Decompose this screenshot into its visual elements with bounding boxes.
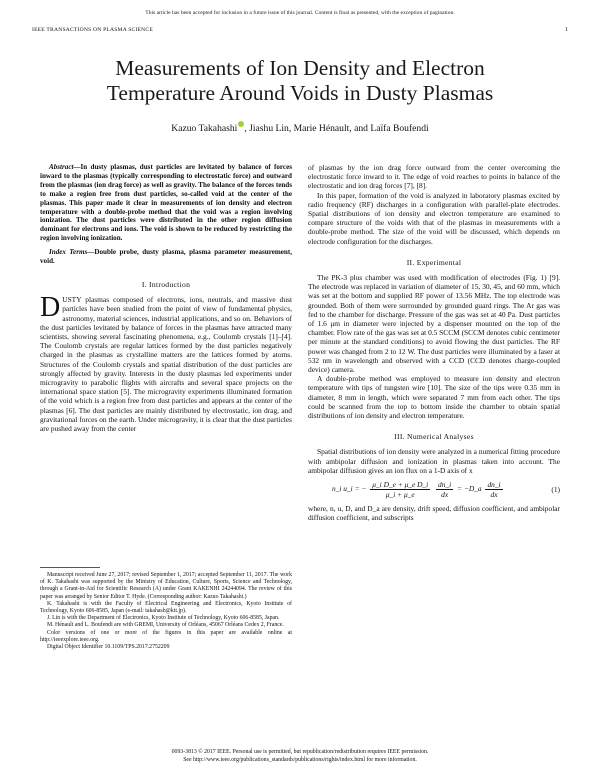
equation-fraction-3 bbox=[485, 480, 502, 499]
equation-lhs: n_i u_i = − bbox=[332, 484, 367, 494]
footnote-henault-boufendi: M. Hénault and L. Boufendi are with GREMI, University of Orléans, 45067 Orléans Cedex 2, France. bbox=[47, 622, 284, 629]
title-line-2: Temperature Around Voids in Dusty Plasmas bbox=[106, 81, 494, 105]
copyright-line-1: 0093-3813 © 2017 IEEE. Personal use is permitted, but republication/redistribution requires IEEE permission. bbox=[171, 749, 429, 755]
equation-fraction-2 bbox=[436, 480, 453, 499]
fraction-1-numerator: μ_i D_e + μ_e D_i bbox=[372, 480, 429, 490]
footnote-doi: Digital Object Identifier 10.1109/TPS.2017.2752209 bbox=[47, 644, 170, 651]
footnote-takahashi: K. Takahashi is with the Faculty of Electrical Engineering and Electronics, Kyoto Institute of Technology, Kyoto 606-8585, Japan (e-mail: takahash@kit.jp). bbox=[40, 600, 292, 615]
numerical-paragraph-2: where, n, u, D, and D_a are density, drift speed, diffusion coefficient, and ambipolar diffusion coefficient, and subscripts bbox=[308, 504, 560, 523]
footnote-manuscript: Manuscript received June 27, 2017; revised September 1, 2017; accepted September 11, 2017. The work of K. Takahashi was supported by the Ministry of Education, Culture, Sports, Science and Technology, through a Grant-in-Aid for Scientific Research (A) under Grant KAKENHI 24244094. The review of this paper was arranged by Senior Editor T. Hyde. (Corresponding author: Kazuo Takahashi.) bbox=[40, 572, 292, 600]
section-heading-introduction: I. Introduction bbox=[141, 279, 191, 289]
section-heading-experimental: II. Experimental bbox=[406, 257, 462, 267]
footnotes bbox=[40, 572, 292, 651]
copyright-notice bbox=[0, 748, 600, 764]
paper-title bbox=[40, 56, 560, 106]
footnote-color-versions: Color versions of one or more of the figures in this paper are available online at http://ieeexplore.ieee.org. bbox=[40, 629, 292, 643]
left-column bbox=[40, 163, 292, 433]
numerical-paragraph-1: Spatial distributions of ion density were analyzed in a numerical fitting procedure with ambipolar diffusion and ionization in plasmas taken into account. The ambipolar diffusion gives an ion flux on a 1-D axis of x bbox=[308, 447, 560, 475]
equation-number: (1) bbox=[551, 484, 560, 494]
equation-middle: = −D_a bbox=[457, 484, 482, 494]
index-terms-label: Index Terms— bbox=[49, 248, 95, 257]
experimental-paragraph-1: The PK-3 plus chamber was used with modification of electrodes (Fig. 1) [9]. The electrode was replaced in variation of diameter of 15, 30, 45, and 60 mm, which was set at the bottom and supplied RF power of 13.56 MHz. The top electrode was grounded. Both of them were surrounded by grounded guard rings. The Ar gas was fed to the chamber for discharge. Pressure of the gas was set at 40 Pa. Dust particles of 1.6 μm in diameter were injected by a dispenser mounted on the top of the chamber. Flow rate of the gas was set at 0.5 SCCM (SCCM denotes cubic centimeter per minute at the standard conditions) to avoid flowing the dust particles. The RF power was changed from 2 to 12 W. The dust particles were illuminated by a laser at 532 nm in wavelength and observed with a CCD (CCD denotes charge-coupled device) camera. bbox=[308, 273, 560, 375]
footnote-rule bbox=[40, 567, 292, 568]
section-heading-numerical-analyses: III. Numerical Analyses bbox=[394, 432, 474, 442]
author-takahashi: Kazuo Takahashi bbox=[171, 123, 238, 134]
right-paragraph-1: of plasmas by the ion drag force outward from the center overcoming the electrostatic force inward to it. The edge of void reaches to points in balance of the electrostatic and ion drag forces [7], [8]. bbox=[308, 163, 560, 191]
fraction-2-denominator: dx bbox=[441, 490, 449, 500]
experimental-paragraph-2: A double-probe method was employed to measure ion density and electron temperature with tips of tungsten wire [10]. The size of the tips were 0.35 mm in diameter, 8 mm in length, which were separated 7 mm from each other. The tips could be scanned from the top to bottom inside the chamber to obtain spatial distributions of ion density and electron temperature. bbox=[308, 374, 560, 421]
author-list bbox=[40, 121, 560, 134]
fraction-2-numerator: dn_i bbox=[438, 480, 452, 490]
right-column bbox=[308, 163, 560, 523]
right-paragraph-2: In this paper, formation of the void is analyzed in laboratory plasmas excited by radio frequency (RF) discharges in a configuration with parallel-plate electrodes. Spatial distributions of ion density and electron temperature are examined to compare structure of the voids with that of the plasmas in measurements with a double-probe method. The size of the void will be discussed, which depends on electrode configuration for the discharges. bbox=[308, 190, 560, 246]
abstract bbox=[40, 163, 292, 243]
intro-text: USTY plasmas composed of electrons, ions, neutrals, and massive dust particles have been studied from the point of view of fundamental physics, astronomy, material sciences, industrial applications, and so on. Behaviors of the dust particles levitated by balance of forces in the plasmas have attracted many scientists, showing several fascinating phenomena, e.g., Coulomb crystals [1]–[4]. The Coulomb crystals are regular lattices formed by the dust particles negatively charged in the plasmas as crystalline matters are the lattices formed by atoms. Structures of the Coulomb crystals and spatial distribution of the dust particles are strongly affected by gravity. Interests in the dusty plasmas led experiments under microgravity to parabolic flights with aircrafts and several space projects on the international space station [5]. The microgravity experiments illuminated formation of the void which is a region free from dust particles and appears at the center of the plasmas [6]. The dust particles are mainly distributed by electrostatic, ion drag, and gravitational forces on the earth. Under microgravity, it is clear that the dust particles are pushed away from the center bbox=[40, 295, 292, 434]
running-head: IEEE TRANSACTIONS ON PLASMA SCIENCE bbox=[32, 27, 153, 33]
fraction-1-denominator: μ_i + μ_e bbox=[385, 490, 415, 500]
copyright-line-2: See http://www.ieee.org/publications_standards/publications/rights/index.html for more information. bbox=[183, 757, 417, 763]
drop-cap: D bbox=[40, 292, 61, 324]
fraction-3-numerator: dn_i bbox=[487, 480, 501, 490]
index-terms-text: Double probe, dusty plasma, plasma parameter measurement, void. bbox=[40, 248, 293, 266]
footnote-lin: J. Lin is with the Department of Electronics, Kyoto Institute of Technology, Kyoto 606-8585, Japan. bbox=[47, 615, 280, 622]
intro-paragraph bbox=[40, 292, 292, 434]
abstract-text: In dusty plasmas, dust particles are levitated by balance of forces inward to the plasmas (typically corresponding to electrostatic force) and outward from the plasmas (ion drag force) as well as gravity. The balance of the forces tends to make a region free from dust particles, so-called void at the center of the plasmas. This paper made it clear in measurements of ion density and electron temperature with a double-probe method that the void was a region involving ionization. The dust particles were distributed in the other region diffusion dominant for electrons and ions. The void is shown to be reduced by restricting the region involving ionization. bbox=[40, 163, 292, 243]
equation-1 bbox=[332, 480, 560, 499]
equation-body bbox=[332, 480, 505, 499]
page-number: 1 bbox=[565, 27, 568, 33]
title-line-1: Measurements of Ion Density and Electron bbox=[115, 56, 485, 80]
fraction-3-denominator: dx bbox=[490, 490, 498, 500]
abstract-label: Abstract— bbox=[49, 163, 81, 171]
acceptance-notice: This article has been accepted for inclusion in a future issue of this journal. Content is final as presented, with the exception of pagination. bbox=[145, 10, 455, 16]
index-terms bbox=[40, 248, 292, 266]
equation-fraction-1 bbox=[370, 480, 430, 499]
authors-rest: , Jiashu Lin, Marie Hénault, and Laïfa Boufendi bbox=[244, 123, 429, 134]
